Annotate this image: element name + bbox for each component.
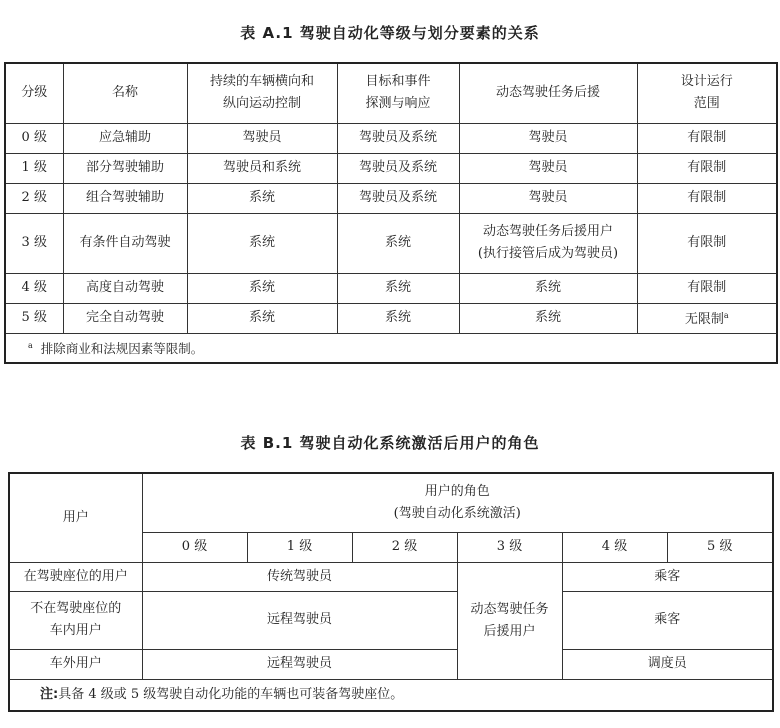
cell-fallback: 系统 <box>459 303 637 333</box>
cell-role-low: 远程驾驶员 <box>142 591 457 649</box>
cell-fallback: 驾驶员 <box>459 153 637 183</box>
cell-user: 在驾驶座位的用户 <box>9 562 142 591</box>
cell-level3-role: 动态驾驶任务 后援用户 <box>457 562 562 679</box>
table-a-footnote-row <box>5 333 777 363</box>
table-b-note: 注:具备 4 级或 5 级驾驶自动化功能的车辆也可装备驾驶座位。 <box>9 679 773 711</box>
cell-control: 系统 <box>187 183 337 213</box>
table-row <box>9 562 773 591</box>
cell-user: 车外用户 <box>9 649 142 679</box>
cell-odd: 有限制 <box>637 213 777 273</box>
table-row <box>5 123 777 153</box>
header-level: 分级 <box>5 63 63 123</box>
level-header: 5 级 <box>667 532 773 562</box>
cell-level: 0 级 <box>5 123 63 153</box>
cell-level: 4 级 <box>5 273 63 303</box>
cell-name: 完全自动驾驶 <box>63 303 187 333</box>
cell-level: 3 级 <box>5 213 63 273</box>
cell-odd: 有限制 <box>637 273 777 303</box>
cell-level: 5 级 <box>5 303 63 333</box>
cell-fallback: 动态驾驶任务后援用户 (执行接管后成为驾驶员) <box>459 213 637 273</box>
header-odd: 设计运行 范围 <box>637 63 777 123</box>
cell-detect: 系统 <box>337 273 459 303</box>
table-row <box>5 303 777 333</box>
table-row <box>5 213 777 273</box>
table-b-note-row <box>9 679 773 711</box>
cell-control: 系统 <box>187 213 337 273</box>
table-b-title: 表 B.1 驾驶自动化系统激活后用户的角色 <box>240 434 540 452</box>
cell-odd: 有限制 <box>637 183 777 213</box>
table-a-footnote: $^a$ 排除商业和法规因素等限制。 <box>5 333 777 363</box>
cell-control: 驾驶员和系统 <box>187 153 337 183</box>
footnote-mark: a <box>723 311 729 320</box>
cell-detect: 驾驶员及系统 <box>337 183 459 213</box>
table-row <box>9 649 773 679</box>
table-row <box>5 153 777 183</box>
table-b-header-row <box>9 473 773 532</box>
cell-name: 有条件自动驾驶 <box>63 213 187 273</box>
header-role: 用户的角色 (驾驶自动化系统激活) <box>142 473 773 532</box>
cell-detect: 驾驶员及系统 <box>337 123 459 153</box>
level-header: 1 级 <box>247 532 352 562</box>
cell-role-low: 远程驾驶员 <box>142 649 457 679</box>
cell-detect: 驾驶员及系统 <box>337 153 459 183</box>
header-detect: 目标和事件 探测与响应 <box>337 63 459 123</box>
table-row <box>5 273 777 303</box>
header-fallback: 动态驾驶任务后援 <box>459 63 637 123</box>
cell-control: 驾驶员 <box>187 123 337 153</box>
cell-user: 不在驾驶座位的 车内用户 <box>9 591 142 649</box>
cell-name: 应急辅助 <box>63 123 187 153</box>
table-a-header-row <box>5 63 777 123</box>
cell-name: 组合驾驶辅助 <box>63 183 187 213</box>
cell-name: 高度自动驾驶 <box>63 273 187 303</box>
cell-role-high: 乘客 <box>562 591 773 649</box>
cell-detect: 系统 <box>337 303 459 333</box>
level-header: 3 级 <box>457 532 562 562</box>
level-header: 0 级 <box>142 532 247 562</box>
cell-detect: 系统 <box>337 213 459 273</box>
cell-odd: 有限制 <box>637 123 777 153</box>
cell-fallback: 驾驶员 <box>459 183 637 213</box>
level-header: 2 级 <box>352 532 457 562</box>
table-a <box>4 62 778 364</box>
cell-role-high: 乘客 <box>562 562 773 591</box>
table-a-title: 表 A.1 驾驶自动化等级与划分要素的关系 <box>240 24 540 42</box>
cell-odd: 无限制$^a$ <box>637 303 777 333</box>
cell-level: 2 级 <box>5 183 63 213</box>
table-b <box>8 472 774 712</box>
cell-fallback: 系统 <box>459 273 637 303</box>
cell-control: 系统 <box>187 273 337 303</box>
cell-level: 1 级 <box>5 153 63 183</box>
header-control: 持续的车辆横向和 纵向运动控制 <box>187 63 337 123</box>
table-row <box>9 591 773 649</box>
level-header: 4 级 <box>562 532 667 562</box>
cell-name: 部分驾驶辅助 <box>63 153 187 183</box>
cell-odd: 有限制 <box>637 153 777 183</box>
cell-role-high: 调度员 <box>562 649 773 679</box>
table-row <box>5 183 777 213</box>
header-name: 名称 <box>63 63 187 123</box>
header-user: 用户 <box>9 473 142 562</box>
cell-control: 系统 <box>187 303 337 333</box>
cell-fallback: 驾驶员 <box>459 123 637 153</box>
cell-role-low: 传统驾驶员 <box>142 562 457 591</box>
